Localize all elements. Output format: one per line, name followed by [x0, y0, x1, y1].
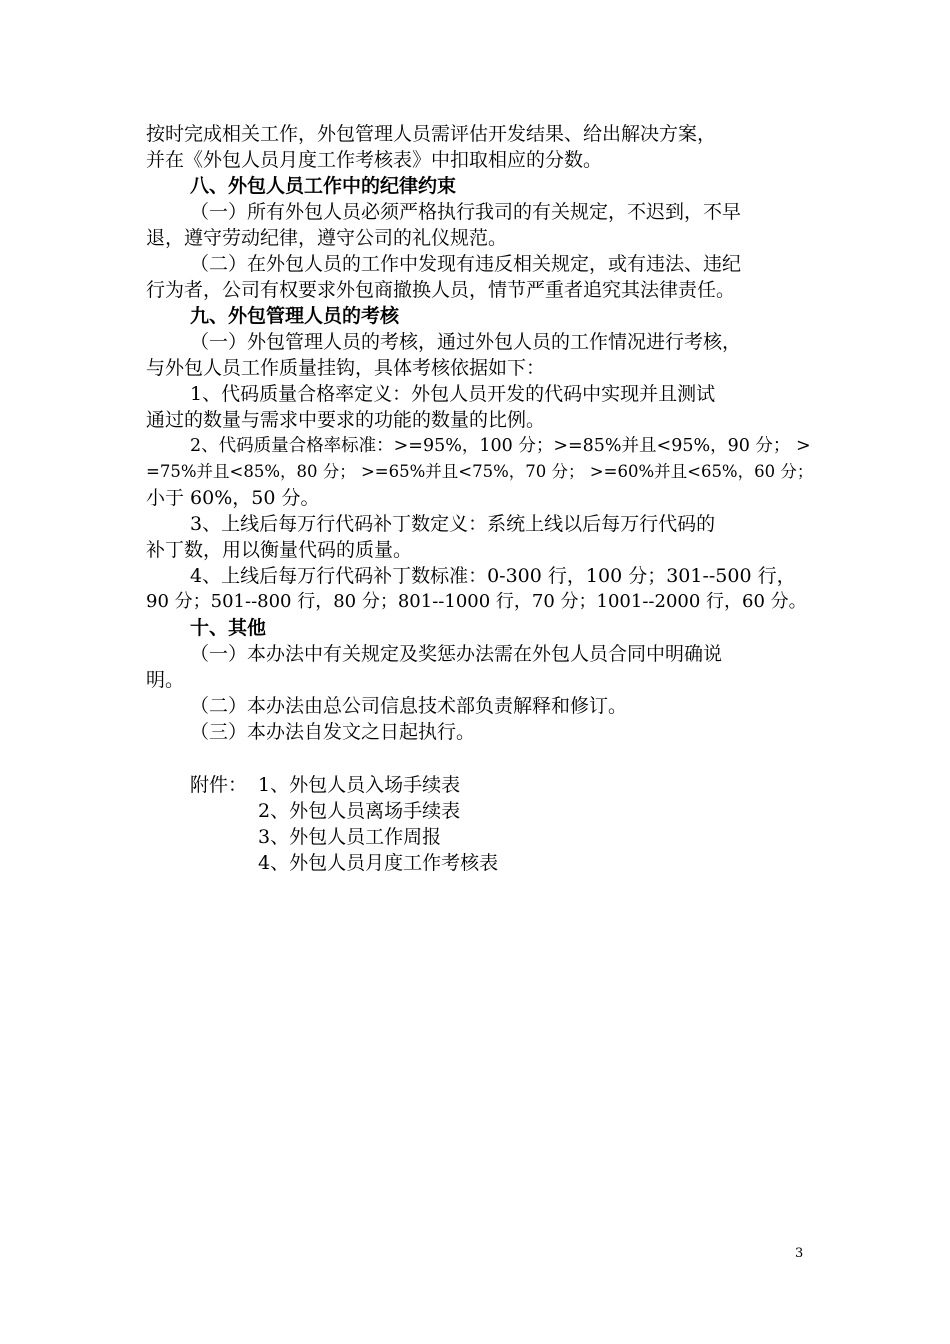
attachment-item: 1、外包人员入场手续表 — [258, 774, 461, 796]
paragraph-line: 补丁数，用以衡量代码的质量。 — [146, 539, 413, 561]
section-heading-10: 十、其他 — [190, 617, 267, 639]
section-heading-9: 九、外包管理人员的考核 — [190, 305, 400, 327]
paragraph-line: 小于 60%，50 分。 — [146, 487, 320, 509]
paragraph-line: 90 分；501--800 行，80 分；801--1000 行，70 分；1001--2000 行，60 分。 — [146, 591, 807, 612]
paragraph-line: 3、上线后每万行代码补丁数定义：系统上线以后每万行代码的 — [190, 513, 716, 535]
paragraph-line: =75%并且<85%，80 分； >=65%并且<75%，70 分； >=60%并且<65%，60 分； — [146, 462, 814, 481]
paragraph-line: 并在《外包人员月度工作考核表》中扣取相应的分数。 — [146, 149, 603, 171]
paragraph-line: 通过的数量与需求中要求的功能的数量的比例。 — [146, 409, 546, 431]
paragraph-line: 退，遵守劳动纪律，遵守公司的礼仪规范。 — [146, 227, 508, 249]
paragraph-line: （二）本办法由总公司信息技术部负责解释和修订。 — [190, 695, 628, 717]
paragraph-line: （一）本办法中有关规定及奖惩办法需在外包人员合同中明确说 — [190, 643, 723, 665]
paragraph-line: 明。 — [146, 669, 185, 691]
paragraph-line: 按时完成相关工作，外包管理人员需评估开发结果、给出解决方案， — [146, 123, 717, 145]
paragraph-line: 行为者，公司有权要求外包商撤换人员，情节严重者追究其法律责任。 — [146, 279, 736, 301]
paragraph-line: 2、代码质量合格率标准：>=95%，100 分；>=85%并且<95%，90 分； > — [190, 436, 811, 456]
section-heading-8: 八、外包人员工作中的纪律约束 — [190, 175, 457, 197]
page-number: 3 — [795, 1246, 804, 1261]
paragraph-line: 4、上线后每万行代码补丁数标准：0-300 行，100 分；301--500 行， — [190, 565, 796, 587]
paragraph-line: 与外包人员工作质量挂钩，具体考核依据如下： — [146, 357, 546, 379]
attachment-item: 4、外包人员月度工作考核表 — [258, 852, 499, 874]
attachment-item: 2、外包人员离场手续表 — [258, 800, 461, 822]
paragraph-line: 1、代码质量合格率定义：外包人员开发的代码中实现并且测试 — [190, 383, 716, 405]
paragraph-line: （三）本办法自发文之日起执行。 — [190, 721, 476, 743]
attachment-item: 3、外包人员工作周报 — [258, 826, 442, 848]
attachments-label: 附件： — [190, 774, 248, 796]
paragraph-line: （一）所有外包人员必须严格执行我司的有关规定，不迟到，不早 — [190, 201, 742, 223]
paragraph-line: （一）外包管理人员的考核，通过外包人员的工作情况进行考核， — [190, 331, 742, 353]
paragraph-line: （二）在外包人员的工作中发现有违反相关规定，或有违法、违纪 — [190, 253, 742, 275]
